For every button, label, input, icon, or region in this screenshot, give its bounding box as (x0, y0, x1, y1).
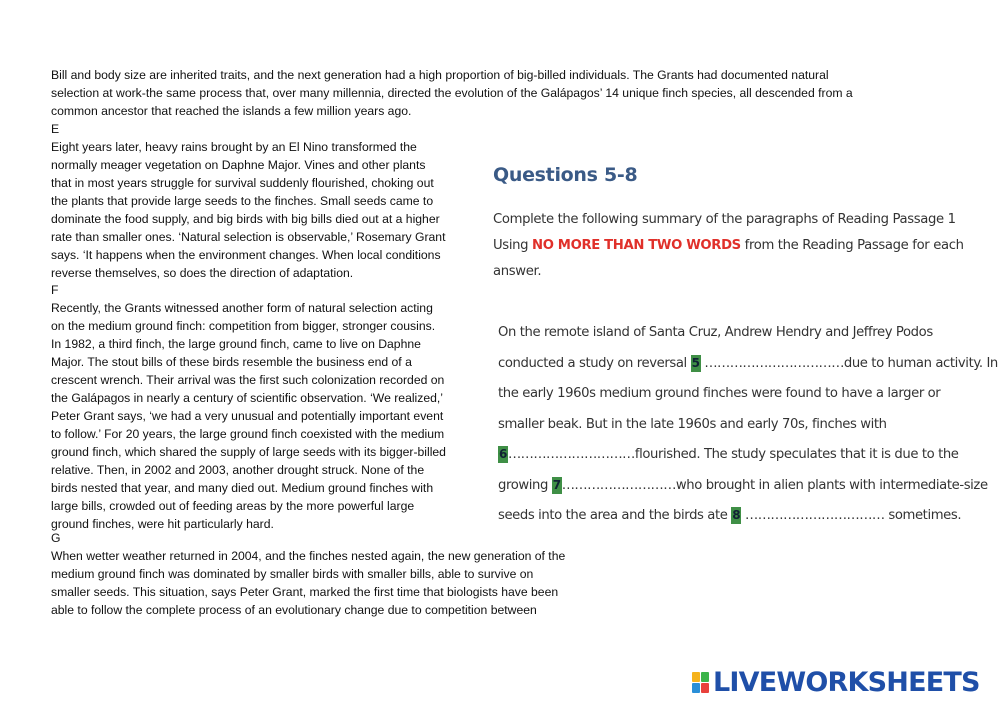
summary-text: who brought in alien plants with intermediate-size (675, 477, 988, 493)
paragraph-f (51, 299, 481, 533)
summary-line (498, 349, 998, 380)
passage-line: large bills, crowded out of feeding areas by the more powerful large (51, 499, 415, 513)
passage-line: ground finch, which shared the supply of large seeds with its bigger-billed (51, 445, 446, 459)
summary-line (498, 440, 968, 471)
question-5-badge: 5 (691, 355, 700, 370)
passage-line: rate than smaller ones. ‘Natural selection is observable,’ Rosemary Grant (51, 230, 446, 244)
instruction-line: Complete the following summary of the paragraphs of Reading Passage 1 (493, 212, 956, 227)
logo-square (701, 683, 709, 693)
passage-line: smaller seeds. This situation, says Peter Grant, marked the first time that biologists have been (51, 585, 559, 599)
passage-line: ground finches, were hit particularly hard. (51, 517, 274, 531)
answer-blank-8[interactable]: …………………………… (745, 508, 885, 523)
paragraph-g (51, 547, 651, 619)
passage-line: When wetter weather returned in 2004, and the finches nested again, the new generation of the (51, 549, 566, 563)
summary-text: sometimes. (884, 508, 962, 523)
section-letter-g: G (51, 531, 61, 545)
passage-line: crescent wrench. Their arrival was the first such colonization recorded on (51, 373, 445, 387)
question-6-badge: 6 (499, 447, 507, 461)
question-8-badge: 8 (732, 508, 741, 522)
question-7-badge: 7 (552, 477, 561, 492)
answer-blank-5[interactable]: …………………………… (704, 355, 844, 371)
logo-square (692, 683, 700, 693)
instruction-line (493, 233, 963, 259)
passage-line: that in most years struggle for survival suddenly flourished, choking out (51, 176, 434, 190)
passage-line: Major. The stout bills of these birds resemble the business end of a (51, 355, 412, 369)
logo-square (692, 672, 700, 682)
passage-line: normally meager vegetation on Daphne Major. Vines and other plants (51, 158, 426, 172)
word-limit-highlight: NO MORE THAN TWO WORDS (532, 238, 741, 253)
questions-instructions (493, 207, 963, 285)
summary-text: seeds into the area and the birds ate (498, 508, 732, 523)
passage-line: relative. Then, in 2002 and 2003, another drought struck. None of the (51, 463, 425, 477)
instruction-line: answer. (493, 264, 542, 279)
passage-line: selection at work-the same process that, over many millennia, directed the evolution of the Galápagos’ 14 unique finch species, all descended from a (51, 86, 853, 100)
summary-text: due to human activity. In (843, 355, 998, 371)
passage-line: medium ground finch was dominated by smaller birds with smaller bills, able to survive on (51, 567, 534, 581)
section-letter-e: E (51, 122, 60, 136)
summary-line: the early 1960s medium ground finches were found to have a larger or (498, 386, 941, 401)
passage-line: on the medium ground finch: competition from bigger, stronger cousins. (51, 319, 436, 333)
passage-intro (51, 66, 931, 120)
passage-line: Recently, the Grants witnessed another form of natural selection acting (51, 301, 433, 315)
passage-line: Bill and body size are inherited traits, and the next generation had a high proportion of big-billed individuals. The Grants had documented natural (51, 68, 829, 82)
passage-line: able to follow the complete process of an evolutionary change due to competition between (51, 603, 537, 617)
passage-line: dominate the food supply, and big birds with big bills died out at a higher (51, 212, 440, 226)
passage-line: Eight years later, heavy rains brought by an El Nino transformed the (51, 140, 417, 154)
questions-title: Questions 5-8 (493, 164, 638, 186)
passage-line: the Galápagos in nearly a century of scientific observation. ‘We realized,’ (51, 391, 444, 405)
passage-line: birds nested that year, and many died out. Medium ground finches with (51, 481, 434, 495)
answer-blank-6[interactable]: ………………………… (507, 447, 635, 462)
logo-text: LIVEWORKSHEETS (713, 666, 980, 698)
liveworksheets-logo-icon (692, 672, 709, 693)
summary-line: smaller beak. But in the late 1960s and early 70s, finches with (498, 416, 887, 432)
summary-line: On the remote island of Santa Cruz, Andrew Hendry and Jeffrey Podos (498, 325, 933, 340)
passage-line: Peter Grant says, ‘we had a very unusual and potentially important event (51, 409, 444, 423)
passage-line: reverse themselves, so does the direction of adaptation. (51, 266, 354, 280)
instruction-rest: from the Reading Passage for each (740, 238, 964, 253)
paragraph-e (51, 138, 481, 282)
summary-text: conducted a study on reversal (498, 355, 691, 371)
logo-square (701, 672, 709, 682)
passage-line: In 1982, a third finch, the large ground finch, came to live on Daphne (51, 337, 421, 351)
summary-passage (498, 318, 998, 532)
summary-line (498, 471, 988, 502)
section-letter-f: F (51, 283, 59, 297)
passage-line: says. ‘It happens when the environment changes. When local conditions (51, 248, 441, 262)
passage-line: the plants that provide large seeds to the finches. Small seeds came to (51, 194, 434, 208)
summary-text: growing (498, 477, 552, 493)
passage-line: to follow.’ For 20 years, the large ground finch coexisted with the medium (51, 427, 445, 441)
answer-blank-7[interactable]: ……………………… (561, 477, 676, 493)
summary-text: flourished. The study speculates that it is due to the (634, 447, 959, 462)
passage-line: common ancestor that reached the islands a few million years ago. (51, 104, 412, 118)
liveworksheets-logo[interactable] (692, 667, 980, 697)
instruction-using: Using (493, 238, 533, 253)
summary-line (498, 501, 968, 532)
